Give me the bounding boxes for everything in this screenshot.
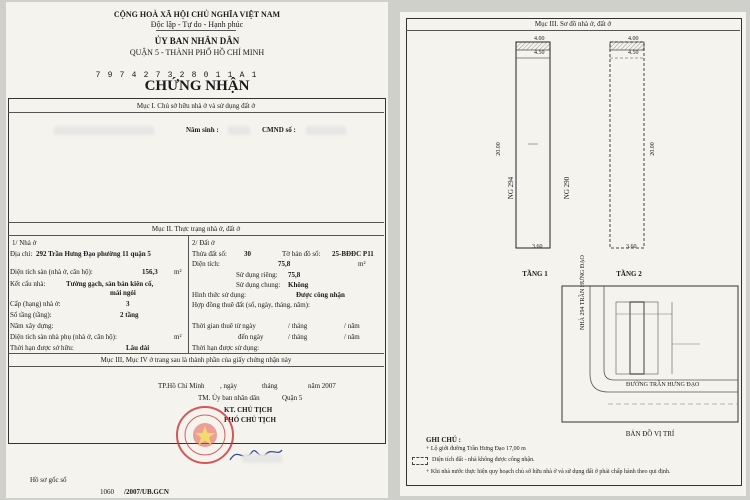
lease-from-year: / năm <box>344 322 360 330</box>
floor2-dim-bottom: 3.60 <box>626 244 637 250</box>
changes-note: Mục III, Mục IV ở trang sau là thành phần của giấy chứng nhận này <box>100 356 292 364</box>
use-form-label: Hình thức sử dụng: <box>192 291 247 299</box>
owner-name-redacted <box>54 126 154 135</box>
floor1-label: TẦNG 1 <box>522 270 548 278</box>
serial-digit: A <box>239 71 245 80</box>
lease-from-label: Thời gian thuê từ ngày <box>192 322 256 330</box>
floor2-dim-inner: 4.50 <box>628 50 639 56</box>
serial-digit: 2 <box>179 71 185 80</box>
floor1-dim-side: 20.00 <box>495 142 502 156</box>
lease-to-year: / năm <box>344 333 360 341</box>
term-value: Lâu dài <box>126 344 150 352</box>
lease-to-month: / tháng <box>288 333 308 341</box>
location-map-title: BẢN ĐỒ VỊ TRÍ <box>625 430 675 438</box>
private-use-value: 75,8 <box>288 271 301 279</box>
floor-area-unit: m² <box>174 268 182 276</box>
dob-redacted <box>228 126 250 135</box>
structure-value-1: Tường gạch, sàn bán kiên cố, <box>66 280 154 288</box>
term-label: Thời hạn được sở hữu: <box>10 344 74 352</box>
note-line-3: + Khi nhà nước thực hiện quy hoạch chủ sở hữu nhà ở và sử dụng đất ở phải chấp hành theo qui định. <box>426 469 671 475</box>
origin-suffix: /2007/UB.GCN <box>124 488 169 496</box>
use-form-value: Được công nhận <box>296 291 345 299</box>
structure-value-2: mái ngói <box>110 289 136 297</box>
land-area-label: Diện tích: <box>192 260 220 268</box>
serial-digit: 4 <box>131 71 137 80</box>
committee-title: ỦY BAN NHÂN DÂN <box>154 36 240 46</box>
serial-digit: 9 <box>107 71 113 80</box>
parcel-value: 30 <box>244 250 251 258</box>
floor2-dim-side: 20.00 <box>649 142 656 156</box>
lease-contract-label: Hợp đồng thuê đất (số, ngày, tháng, năm): <box>192 301 310 309</box>
map-sheet-label: Tờ bản đồ số: <box>282 250 321 258</box>
signer-name-redacted <box>242 454 282 463</box>
floors-label: Số tầng (tầng): <box>10 311 52 319</box>
map-street-vertical: NHÀ 294 TRẦN HƯNG ĐẠO <box>580 255 586 330</box>
serial-digit: 1 <box>215 71 221 80</box>
note-dashed-swatch <box>412 457 428 465</box>
grade-label: Cấp (hạng) nhà ở: <box>10 300 61 308</box>
serial-digit: 7 <box>155 71 161 80</box>
shared-use-label: Sử dụng chung: <box>236 281 281 289</box>
serial-digit: 1 <box>227 71 233 80</box>
floor-area-value: 156,3 <box>142 268 158 276</box>
floor1-ng290: NG 290 <box>563 176 572 200</box>
use-term-label: Thời hạn được sử dụng: <box>192 344 260 352</box>
serial-digit: 7 <box>119 71 125 80</box>
serial-digit: 8 <box>191 71 197 80</box>
id-label: CMND số : <box>262 126 296 134</box>
motto: Độc lập - Tự do - Hạnh phúc <box>150 20 244 29</box>
floor2-label: TẦNG 2 <box>616 270 642 278</box>
location-map <box>560 284 740 424</box>
certificate-title: CHỨNG NHẬN <box>144 78 250 94</box>
address-label: Địa chỉ: <box>10 250 33 258</box>
lease-from-month: / tháng <box>288 322 308 330</box>
house-title: 1/ Nhà ở <box>12 239 37 247</box>
section3-heading: Mục III. Sơ đồ nhà ở, đất ở <box>534 20 612 28</box>
sign-month: tháng <box>262 382 278 390</box>
aux-area-label: Diện tích sàn nhà phụ (nhà ở, căn hộ): <box>10 333 117 341</box>
sign-day: , ngày <box>220 382 238 390</box>
serial-digit: 3 <box>167 71 173 80</box>
signer-role-2: PHÓ CHỦ TỊCH <box>224 416 276 424</box>
address-value: 292 Trần Hưng Đạo phường 11 quận 5 <box>36 250 151 258</box>
certificate-back-page <box>400 12 746 496</box>
floors-value: 2 tầng <box>120 311 139 319</box>
land-title: 2/ Đất ở <box>192 239 215 247</box>
private-use-label: Sử dụng riêng: <box>236 271 278 279</box>
serial-digit: 2 <box>143 71 149 80</box>
aux-area-unit: m² <box>174 333 182 341</box>
authority-district: Quận 5 <box>282 394 303 402</box>
sign-year: năm 2007 <box>308 382 336 390</box>
grade-value: 3 <box>126 300 130 308</box>
floor1-ng294: NG 294 <box>507 176 516 200</box>
signer-role-1: KT. CHỦ TỊCH <box>224 406 273 414</box>
floor-area-label: Diện tích sàn (nhà ở, căn hộ): <box>10 268 93 276</box>
serial-digit: 0 <box>203 71 209 80</box>
floor1-dim-inner: 4.50 <box>534 50 545 56</box>
notes-title: GHI CHÚ : <box>426 436 461 444</box>
land-area-value: 75,8 <box>278 260 291 268</box>
section1-heading: Mục I. Chủ sở hữu nhà ở và sử dụng đất ở <box>136 102 256 110</box>
district-title: QUẬN 5 - THÀNH PHỐ HỒ CHÍ MINH <box>129 48 265 57</box>
dob-label: Năm sinh : <box>186 126 219 134</box>
section2-heading: Mục II. Thực trạng nhà ở, đất ở <box>151 225 241 233</box>
floor2-dim-top: 4.00 <box>628 36 639 42</box>
parcel-label: Thửa đất số: <box>192 250 227 258</box>
origin-value: 1060 <box>100 488 114 496</box>
structure-label: Kết cấu nhà: <box>10 280 46 288</box>
serial-digit: 7 <box>95 71 101 80</box>
note-line-2: Diện tích đất - nhà không được công nhận. <box>432 457 535 463</box>
id-redacted <box>306 126 346 135</box>
map-sheet-value: 25-BĐĐC P11 <box>332 250 374 258</box>
serial-digit: 1 <box>251 71 257 80</box>
authority-prefix: TM. Ủy ban nhân dân <box>198 394 260 402</box>
map-street-bottom: ĐƯỜNG TRẦN HƯNG ĐẠO <box>626 382 700 388</box>
origin-label: Hồ sơ gốc số <box>30 476 67 484</box>
floor1-plan <box>504 34 564 264</box>
year-built-label: Năm xây dựng: <box>10 322 54 330</box>
certificate-front-page <box>6 2 388 498</box>
note-line-1: + Lộ giới đường Trần Hưng Đạo 17,00 m <box>426 446 526 452</box>
floor1-dim-top: 4.00 <box>534 36 545 42</box>
shared-use-value: Không <box>288 281 309 289</box>
lease-to-label: đến ngày <box>238 333 264 341</box>
floor1-dim-bottom: 3.60 <box>532 244 543 250</box>
sign-place: TP.Hồ Chí Minh <box>158 382 205 390</box>
republic-title: CỘNG HOÀ XÃ HỘI CHỦ NGHĨA VIỆT NAM <box>113 10 281 19</box>
land-area-unit: m² <box>358 260 366 268</box>
